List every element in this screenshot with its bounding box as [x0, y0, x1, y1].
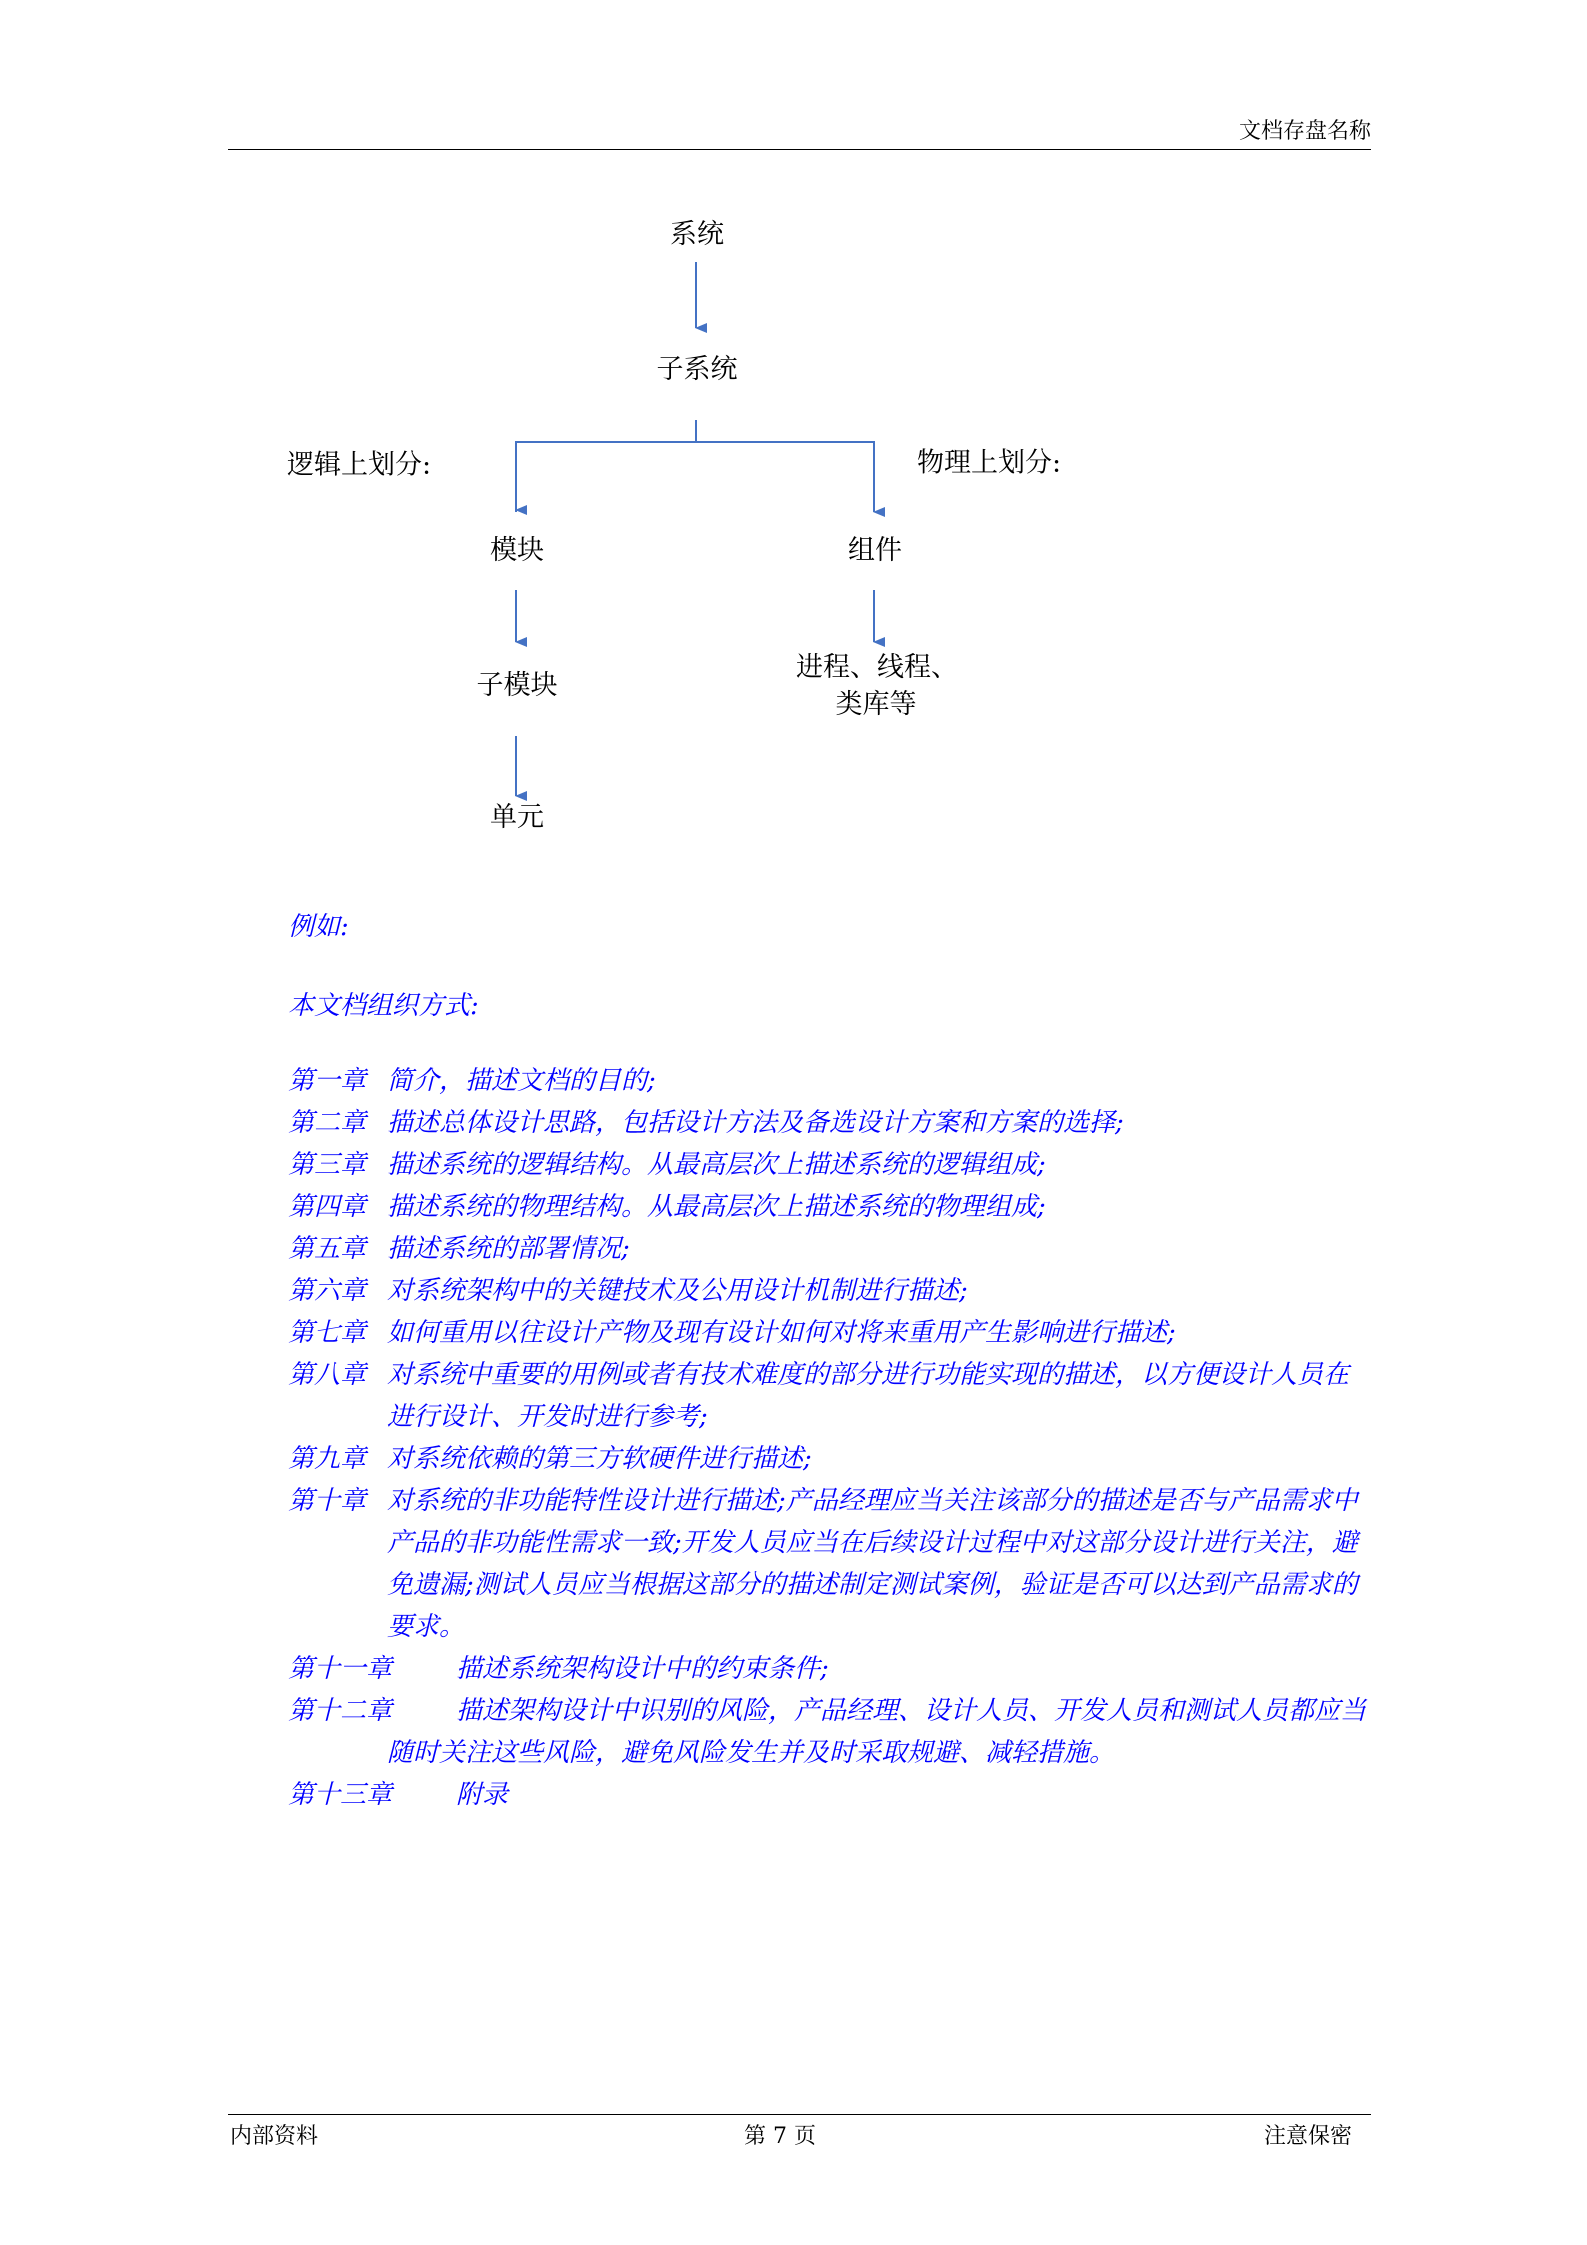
node-process-line1: 进程、线程、 — [796, 652, 958, 683]
chapter-item: 第七章 如何重用以往设计产物及现有设计如何对将来重用产生影响进行描述; — [288, 1318, 1176, 1348]
node-process-line2: 类库等 — [835, 689, 917, 720]
page-number: 第 7 页 — [744, 2124, 816, 2149]
chapter-item: 第五章 描述系统的部署情况; — [288, 1234, 630, 1264]
footer-rule — [228, 2114, 1371, 2115]
chapter-item: 第十二章 描述架构设计中识别的风险，产品经理、设计人员、开发人员和测试人员都应当随时关注这些风险，避免风险发生并及时采取规避、减轻措施。 — [288, 1696, 1367, 1768]
header-title: 文档存盘名称 — [1238, 119, 1371, 144]
node-system: 系统 — [670, 219, 724, 250]
org-title: 本文档组织方式: — [288, 991, 479, 1021]
node-submodule: 子模块 — [476, 670, 558, 701]
chapter-item: 第十章 对系统的非功能特性设计进行描述;产品经理应当关注该部分的描述是否与产品需求中产品的非功能性需求一致;开发人员应当在后续设计过程中对这部分设计进行关注，避免遗漏;测试人员应当根据这部分的描述制定测试案例，验证是否可以达到产品需求的要求。 — [288, 1486, 1358, 1642]
footer-left: 内部资料 — [230, 2124, 319, 2149]
connector-branch — [516, 442, 874, 512]
chapter-item: 第十一章 描述系统架构设计中的约束条件; — [288, 1654, 829, 1684]
chapter-item: 第二章 描述总体设计思路，包括设计方法及备选设计方案和方案的选择; — [288, 1108, 1124, 1138]
chapter-item: 第九章 对系统依赖的第三方软硬件进行描述; — [288, 1444, 812, 1474]
label-logical: 逻辑上划分: — [287, 449, 432, 481]
chapter-item: 第四章 描述系统的物理结构。从最高层次上描述系统的物理组成; — [288, 1192, 1046, 1222]
node-subsystem: 子系统 — [656, 354, 738, 385]
chapter-item: 第六章 对系统架构中的关键技术及公用设计机制进行描述; — [288, 1276, 968, 1306]
node-unit: 单元 — [490, 802, 544, 833]
example-label: 例如: — [288, 912, 349, 942]
chapter-item: 第十三章 附录 — [288, 1780, 509, 1810]
label-physical: 物理上划分: — [917, 447, 1062, 479]
chapter-item: 第三章 描述系统的逻辑结构。从最高层次上描述系统的逻辑组成; — [288, 1150, 1046, 1180]
chapter-item: 第一章 简介，描述文档的目的; — [288, 1066, 656, 1096]
footer-right: 注意保密 — [1263, 2124, 1352, 2149]
hierarchy-diagram — [0, 0, 1587, 1100]
node-module: 模块 — [490, 535, 544, 566]
node-component: 组件 — [848, 535, 902, 566]
chapter-item: 第八章 对系统中重要的用例或者有技术难度的部分进行功能实现的描述，以方便设计人员在进行设计、开发时进行参考; — [288, 1360, 1350, 1432]
